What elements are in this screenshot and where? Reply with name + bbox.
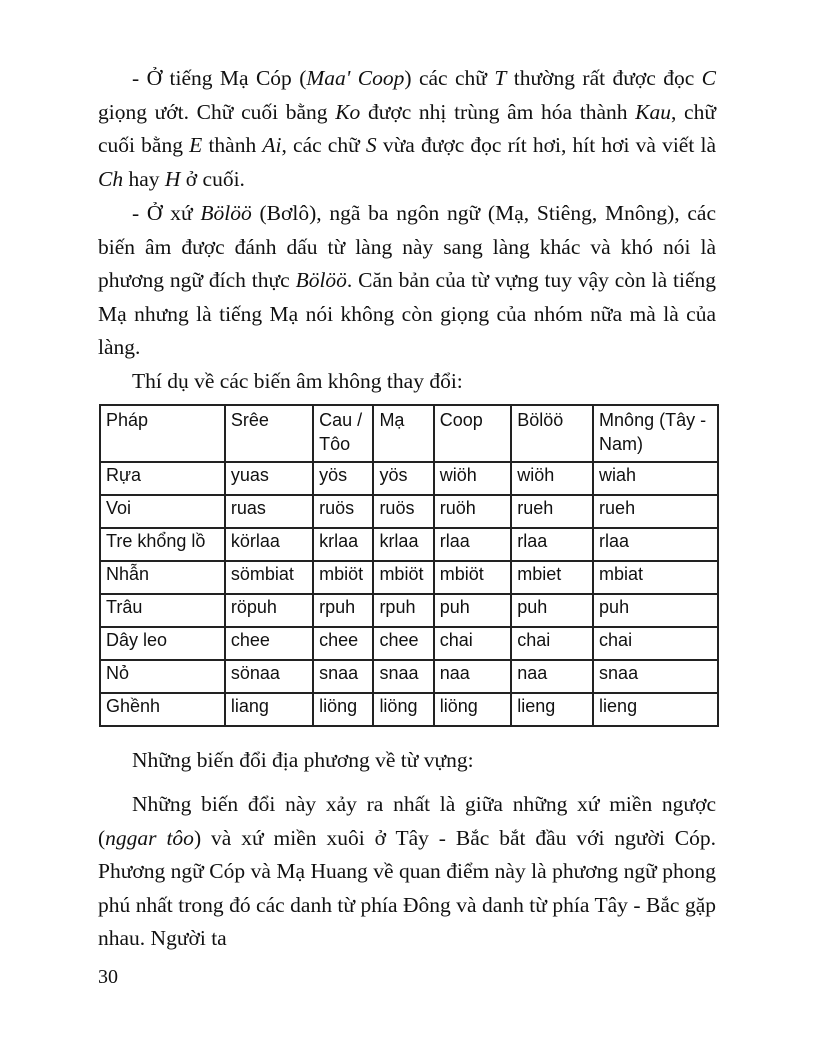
table-row [100, 693, 718, 726]
table-row [100, 528, 718, 561]
table-cell: Voi [100, 495, 225, 528]
table-cell: chee [313, 627, 373, 660]
table-cell: yös [313, 462, 373, 495]
table-cell: chee [373, 627, 433, 660]
sound-variation-table [99, 404, 719, 727]
table-cell: ruöh [434, 495, 512, 528]
table-cell: mbiet [511, 561, 593, 594]
table-cell: Nhẫn [100, 561, 225, 594]
column-header: Mạ [373, 405, 433, 462]
table-cell: chai [511, 627, 593, 660]
table-cell: rpuh [313, 594, 373, 627]
paragraph-bolo: - Ở xứ Bölöö (Bơlô), ngã ba ngôn ngữ (Mạ, Stiêng, Mnông), các biến âm được đánh dấu từ làng này sang làng khác và khó nói là phương ngữ đích thực Bölöö. Căn bản của từ vựng tuy vậy còn là tiếng Mạ nhưng là tiếng Mạ nói không còn giọng của nhóm nữa mà là của làng. [98, 201, 716, 359]
column-header: Coop [434, 405, 512, 462]
table-cell: puh [511, 594, 593, 627]
table-cell: sömbiat [225, 561, 313, 594]
page-number: 30 [98, 966, 118, 988]
column-header: Mnông (Tây - Nam) [593, 405, 718, 462]
table-cell: ruas [225, 495, 313, 528]
table-cell: yös [373, 462, 433, 495]
table-cell: liöng [373, 693, 433, 726]
table-cell: Nỏ [100, 660, 225, 693]
table-row [100, 495, 718, 528]
table-cell: liöng [313, 693, 373, 726]
table-cell: mbiöt [313, 561, 373, 594]
paragraph-lexical-variation: Những biến đổi này xảy ra nhất là giữa những xứ miền ngược (nggar tôo) và xứ miền xuôi ở Tây - Bắc bắt đầu với người Cóp. Phương ngữ Cóp và Mạ Huang về quan điểm này là phương ngữ phong phú nhất trong đó các danh từ phía Đông và danh từ phía Tây - Bắc gặp nhau. Người ta [98, 792, 716, 950]
column-header: Srêe [225, 405, 313, 462]
section-lead: Những biến đổi địa phương về từ vựng: [132, 748, 474, 772]
table-cell: ruös [313, 495, 373, 528]
table-row [100, 594, 718, 627]
table-cell: yuas [225, 462, 313, 495]
table-row [100, 660, 718, 693]
table-cell: mbiat [593, 561, 718, 594]
table-cell: rlaa [511, 528, 593, 561]
table-cell: naa [511, 660, 593, 693]
table-cell: sönaa [225, 660, 313, 693]
table-cell: rpuh [373, 594, 433, 627]
table-cell: naa [434, 660, 512, 693]
table-cell: wiöh [434, 462, 512, 495]
column-header: Cau / Tôo [313, 405, 373, 462]
column-header: Bölöö [511, 405, 593, 462]
table-cell: puh [434, 594, 512, 627]
table-cell: mbiöt [434, 561, 512, 594]
table-cell: ruös [373, 495, 433, 528]
column-header: Pháp [100, 405, 225, 462]
table-header-row [100, 405, 718, 462]
table-row [100, 627, 718, 660]
table-cell: liang [225, 693, 313, 726]
table-cell: krlaa [373, 528, 433, 561]
table-cell: liöng [434, 693, 512, 726]
table-cell: Rựa [100, 462, 225, 495]
table-row [100, 561, 718, 594]
table-cell: lieng [511, 693, 593, 726]
table-cell: chai [434, 627, 512, 660]
table-cell: rlaa [434, 528, 512, 561]
table-cell: chai [593, 627, 718, 660]
table-caption: Thí dụ về các biến âm không thay đổi: [132, 369, 463, 393]
table-cell: wiöh [511, 462, 593, 495]
table-cell: mbiöt [373, 561, 433, 594]
table-cell: röpuh [225, 594, 313, 627]
table-cell: snaa [373, 660, 433, 693]
paragraph-ma-cop: - Ở tiếng Mạ Cóp (Maa' Coop) các chữ T thường rất được đọc C giọng ướt. Chữ cuối bằng Ko được nhị trùng âm hóa thành Kau, chữ cuối bằng E thành Ai, các chữ S vừa được đọc rít hơi, hít hơi và viết là Ch hay H ở cuối. [98, 66, 717, 191]
table-cell: rlaa [593, 528, 718, 561]
table-cell: chee [225, 627, 313, 660]
table-cell: snaa [593, 660, 718, 693]
table-cell: wiah [593, 462, 718, 495]
table-cell: puh [593, 594, 718, 627]
table-cell: körlaa [225, 528, 313, 561]
table-cell: lieng [593, 693, 718, 726]
table-cell: rueh [511, 495, 593, 528]
table-cell: snaa [313, 660, 373, 693]
table-cell: Dây leo [100, 627, 225, 660]
table-cell: krlaa [313, 528, 373, 561]
table-cell: Ghềnh [100, 693, 225, 726]
table-cell: rueh [593, 495, 718, 528]
table-cell: Trâu [100, 594, 225, 627]
table-cell: Tre khổng lồ [100, 528, 225, 561]
table-row [100, 462, 718, 495]
